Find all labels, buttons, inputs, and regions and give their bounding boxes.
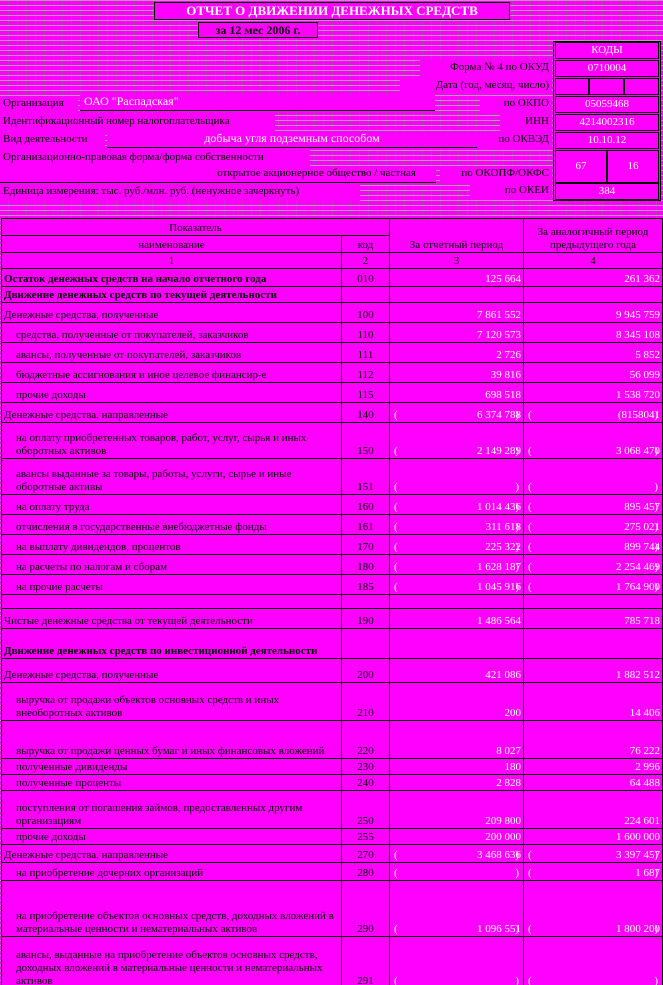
row-current-value: ( 225 322 ) xyxy=(390,535,524,555)
row-name: Остаток денежных средств на начало отчетного года xyxy=(2,269,342,287)
row-code: 255 xyxy=(342,829,390,845)
row-name: авансы, полученные от покупателей, заказчиков xyxy=(2,343,342,363)
row-code xyxy=(342,629,390,659)
row-name: Денежные средства, полученные xyxy=(2,659,342,683)
inn-code: 4214002316 xyxy=(555,114,659,131)
table-row xyxy=(2,937,663,985)
table-row xyxy=(2,863,663,881)
okpo-label: по ОКПО xyxy=(480,96,552,113)
row-previous-value: ( 1 764 900 ) xyxy=(524,575,663,595)
row-previous-value: 5 852 xyxy=(524,343,663,363)
row-previous-value: ( 2 254 469 ) xyxy=(524,555,663,575)
inn-full-label: Идентификационный номер налогоплательщика xyxy=(0,114,275,131)
row-code: 180 xyxy=(342,555,390,575)
row-code: 150 xyxy=(342,423,390,459)
table-row xyxy=(2,845,663,863)
row-previous-value: 1 538 720 xyxy=(524,383,663,403)
row-name: на приобретение дочерних организаций xyxy=(2,863,342,881)
activity-value: добыча угля подземным способом xyxy=(107,131,477,148)
inn-label: ИНН xyxy=(500,114,552,131)
okved-label: по ОКВЭД xyxy=(470,132,552,149)
row-current-value: 421 086 xyxy=(390,659,524,683)
row-name: на выплату дивидендов, процентов xyxy=(2,535,342,555)
row-current-value: ( 2 149 289 ) xyxy=(390,423,524,459)
row-previous-value: 2 996 xyxy=(524,759,663,775)
date-month-cell xyxy=(589,78,624,95)
row-current-value xyxy=(390,863,524,881)
row-previous-value xyxy=(524,287,663,303)
row-name: на оплату труда xyxy=(2,495,342,515)
row-current-value: ( 1 014 436 ) xyxy=(390,495,524,515)
col-num-2: 2 xyxy=(342,253,390,269)
okved-code: 10.10.12 xyxy=(555,132,659,149)
row-previous-value: ( 3 397 457 ) xyxy=(524,845,663,863)
row-previous-value xyxy=(524,595,663,609)
row-code: 240 xyxy=(342,775,390,791)
row-code: 160 xyxy=(342,495,390,515)
row-name: отчисления в государственные внебюджетные фонды xyxy=(2,515,342,535)
row-name: Денежные средства, полученные xyxy=(2,303,342,323)
col-num-4: 4 xyxy=(524,253,663,269)
row-current-value: 2 828 xyxy=(390,775,524,791)
col-previous-header: За аналогичный период предыдущего года xyxy=(524,219,663,253)
table-row xyxy=(2,659,663,683)
row-previous-value xyxy=(524,459,663,495)
table-row xyxy=(2,495,663,515)
row-name: на прочие расчеты xyxy=(2,575,342,595)
row-name: средства, полученные от покупателей, заказчиков xyxy=(2,323,342,343)
row-current-value: 209 800 xyxy=(390,791,524,829)
row-previous-value: 8 345 108 xyxy=(524,323,663,343)
row-current-value: ( 311 618 ) xyxy=(390,515,524,535)
legal-form-label: Организационно-правовая форма/форма собственности xyxy=(0,150,310,167)
table-row xyxy=(2,791,663,829)
row-current-value: ( 6 374 788 ) xyxy=(390,403,524,423)
row-previous-value: 1 600 000 xyxy=(524,829,663,845)
row-previous-value: ( 1 687 ) xyxy=(524,863,663,881)
row-previous-value: ( 899 744 ) xyxy=(524,535,663,555)
row-name: прочие доходы xyxy=(2,829,342,845)
row-previous-value: ( 275 021 ) xyxy=(524,515,663,535)
table-row xyxy=(2,363,663,383)
row-previous-value: 56 099 xyxy=(524,363,663,383)
row-previous-value: 1 882 512 xyxy=(524,659,663,683)
row-code: 250 xyxy=(342,791,390,829)
row-name: Движение денежных средств по инвестиционной деятельности xyxy=(2,629,342,659)
row-current-value: 698 518 xyxy=(390,383,524,403)
okopf-label: по ОКОПФ/ОКФС xyxy=(440,166,552,183)
row-name: на оплату приобретенных товаров, работ, услуг, сырья и иных оборотных активов xyxy=(2,423,342,459)
report-period: за 12 мес 2006 г. xyxy=(198,22,318,38)
date-label: Дата (год, месяц, число) xyxy=(400,78,552,95)
row-current-value: 39 816 xyxy=(390,363,524,383)
table-row xyxy=(2,403,663,423)
row-name: авансы, выданные на приобретение объектов основных средств, доходных вложений в материальные ценности и нематериальных активов xyxy=(2,937,342,985)
row-current-value xyxy=(390,459,524,495)
unit-label: Единица измерения: тыс. руб./млн. руб. (ненужное зачеркнуть) xyxy=(0,184,360,201)
okopf-code: 67 xyxy=(555,150,607,183)
row-current-value: 8 027 xyxy=(390,721,524,759)
row-current-value xyxy=(390,937,524,985)
row-previous-value xyxy=(524,629,663,659)
date-year-cell xyxy=(555,78,589,95)
row-code: 151 xyxy=(342,459,390,495)
col-num-3: 3 xyxy=(390,253,524,269)
row-previous-value: ( 1 800 200 ) xyxy=(524,881,663,937)
row-code: 140 xyxy=(342,403,390,423)
table-row xyxy=(2,595,663,609)
row-previous-value: ( (8158041 ) xyxy=(524,403,663,423)
row-code: 290 xyxy=(342,881,390,937)
row-code: 112 xyxy=(342,363,390,383)
table-body xyxy=(2,269,663,985)
okei-label: по ОКЕИ xyxy=(470,183,552,200)
row-code xyxy=(342,595,390,609)
row-current-value: 1 486 564 xyxy=(390,609,524,629)
row-name: на расчеты по налогам и сборам xyxy=(2,555,342,575)
org-label: Организация xyxy=(0,96,78,113)
table-row xyxy=(2,515,663,535)
table-row xyxy=(2,629,663,659)
row-code: 115 xyxy=(342,383,390,403)
row-name xyxy=(2,595,342,609)
table-row xyxy=(2,881,663,937)
row-previous-value: ( 895 457 ) xyxy=(524,495,663,515)
table-row xyxy=(2,269,663,287)
table-row xyxy=(2,829,663,845)
legal-form-value: открытое акционерное общество / частная xyxy=(0,166,436,183)
activity-label: Вид деятельности xyxy=(0,132,105,149)
row-current-value: 200 000 xyxy=(390,829,524,845)
okud-code: 0710004 xyxy=(555,60,659,77)
row-current-value: ( 1 096 551 ) xyxy=(390,881,524,937)
row-current-value: 200 xyxy=(390,683,524,721)
row-current-value xyxy=(390,287,524,303)
row-code: 111 xyxy=(342,343,390,363)
row-previous-value: 14 406 xyxy=(524,683,663,721)
okei-code: 384 xyxy=(555,183,659,200)
table-row xyxy=(2,609,663,629)
col-code-header: код xyxy=(342,236,390,253)
table-row xyxy=(2,555,663,575)
row-name: выручка от продажи ценных бумаг и иных финансовых вложений xyxy=(2,721,342,759)
okpo-code: 05059468 xyxy=(555,96,659,113)
row-code: 270 xyxy=(342,845,390,863)
row-current-value: ( 1 628 187 ) xyxy=(390,555,524,575)
row-previous-value xyxy=(524,937,663,985)
row-current-value: ( 1 045 916 ) xyxy=(390,575,524,595)
row-name: бюджетные ассигнования и иное целевое финансир-е xyxy=(2,363,342,383)
row-code: 161 xyxy=(342,515,390,535)
row-code: 170 xyxy=(342,535,390,555)
codes-header: КОДЫ xyxy=(555,42,659,59)
row-name: полученные дивиденды xyxy=(2,759,342,775)
table-row xyxy=(2,343,663,363)
row-code: 010 xyxy=(342,269,390,287)
table-row xyxy=(2,287,663,303)
row-code: 200 xyxy=(342,659,390,683)
table-row xyxy=(2,303,663,323)
row-code: 190 xyxy=(342,609,390,629)
table-row xyxy=(2,775,663,791)
row-name: Денежные средства, направленные xyxy=(2,403,342,423)
row-previous-value: 76 222 xyxy=(524,721,663,759)
okud-label: Форма № 4 по ОКУД xyxy=(420,60,552,77)
table-row xyxy=(2,575,663,595)
row-name: Чистые денежные средства от текущей деятельности xyxy=(2,609,342,629)
row-code: 291 xyxy=(342,937,390,985)
table-row xyxy=(2,721,663,759)
row-current-value: 180 xyxy=(390,759,524,775)
row-previous-value: 64 488 xyxy=(524,775,663,791)
report-title: ОТЧЕТ О ДВИЖЕНИИ ДЕНЕЖНЫХ СРЕДСТВ xyxy=(154,2,510,20)
row-current-value: 125 664 xyxy=(390,269,524,287)
row-name: Денежные средства, направленные xyxy=(2,845,342,863)
row-previous-value: ( 3 068 470 ) xyxy=(524,423,663,459)
row-name: прочие доходы xyxy=(2,383,342,403)
okfs-code: 16 xyxy=(607,150,659,183)
row-code: 110 xyxy=(342,323,390,343)
row-name: Движение денежных средств по текущей деятельности xyxy=(2,287,342,303)
row-name: полученные проценты xyxy=(2,775,342,791)
row-current-value xyxy=(390,629,524,659)
table-row xyxy=(2,383,663,403)
row-current-value xyxy=(390,595,524,609)
cashflow-table xyxy=(1,218,663,985)
row-code: 100 xyxy=(342,303,390,323)
row-code: 280 xyxy=(342,863,390,881)
table-row xyxy=(2,423,663,459)
row-code: 220 xyxy=(342,721,390,759)
row-previous-value: 785 718 xyxy=(524,609,663,629)
row-name: на приобретение объектов основных средств, доходных вложений в материальные ценности и нематериальных активов xyxy=(2,881,342,937)
row-code: 185 xyxy=(342,575,390,595)
row-previous-value: 261 362 xyxy=(524,269,663,287)
row-previous-value: 224 601 xyxy=(524,791,663,829)
row-current-value: ( 3 468 636 ) xyxy=(390,845,524,863)
row-name: выручка от продажи объектов основных средств и иных внеоборотных активов xyxy=(2,683,342,721)
row-current-value: 2 726 xyxy=(390,343,524,363)
table-row xyxy=(2,323,663,343)
row-name: авансы выданные за товары, работы, услуги, сырье и иные оборотные активы xyxy=(2,459,342,495)
date-day-cell xyxy=(624,78,659,95)
col-name-header: наименование xyxy=(2,236,342,253)
table-row xyxy=(2,535,663,555)
col-indicator-header: Показатель xyxy=(2,219,390,236)
row-code xyxy=(342,287,390,303)
table-row xyxy=(2,759,663,775)
col-current-header: За отчетный период xyxy=(390,219,524,253)
row-name: поступления от погашения займов, предоставленных другим организациям xyxy=(2,791,342,829)
org-value: ОАО "Распадская" xyxy=(80,94,435,111)
row-current-value: 7 861 552 xyxy=(390,303,524,323)
row-current-value: 7 120 573 xyxy=(390,323,524,343)
col-num-1: 1 xyxy=(2,253,342,269)
table-row xyxy=(2,459,663,495)
table-row xyxy=(2,683,663,721)
row-code: 230 xyxy=(342,759,390,775)
row-code: 210 xyxy=(342,683,390,721)
row-previous-value: 9 945 759 xyxy=(524,303,663,323)
